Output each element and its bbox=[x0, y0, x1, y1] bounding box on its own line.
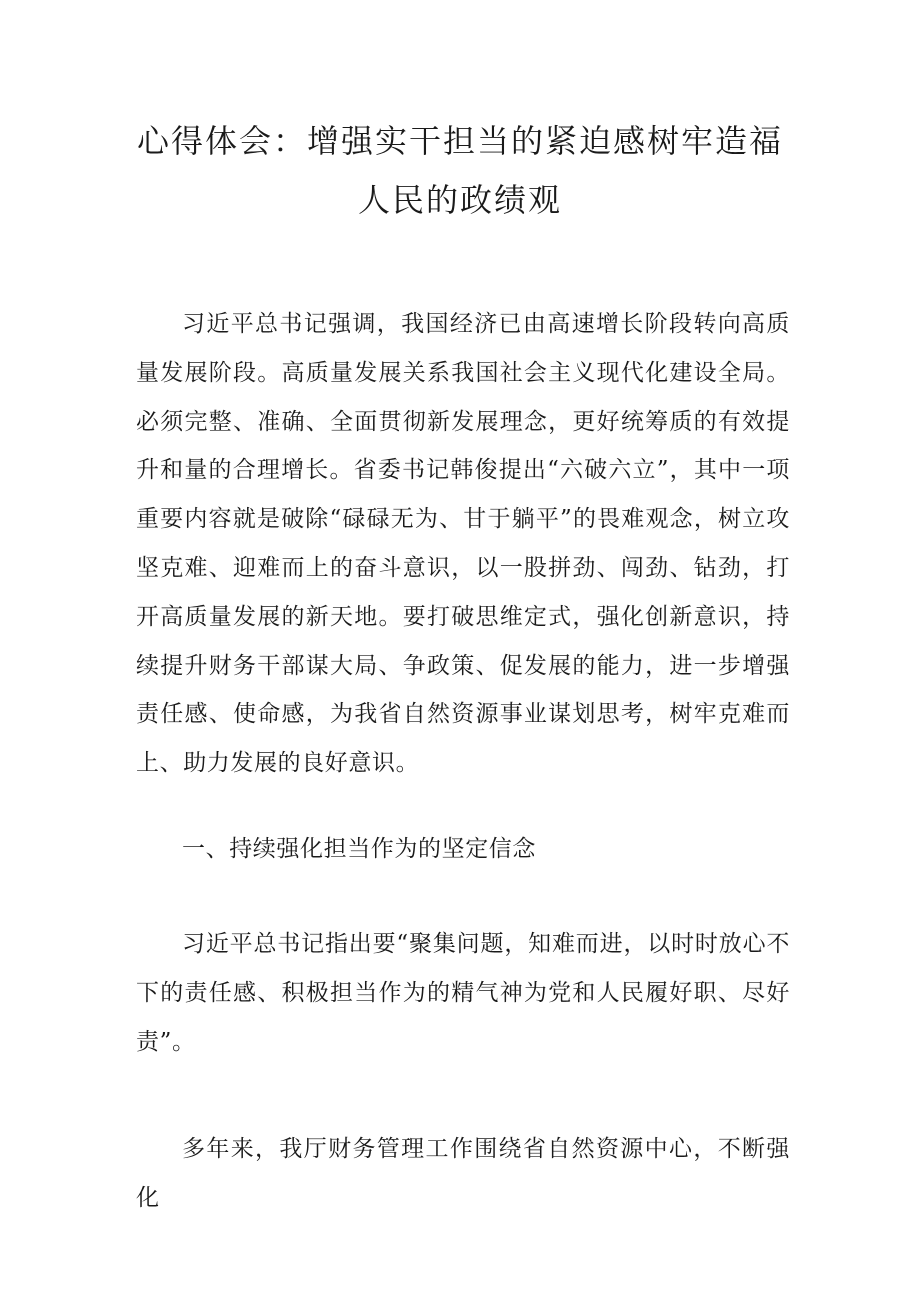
section-heading-1: 一、持续强化担当作为的坚定信念 bbox=[182, 836, 536, 862]
body-paragraph: 多年来，我厅财务管理工作围绕省自然资源中心，不断强化 bbox=[136, 1136, 790, 1211]
intro-paragraph: 习近平总书记强调，我国经济已由高速增长阶段转向高质量发展阶段。高质量发展关系我国社会主义现代化建设全局。必须完整、准确、全面贯彻新发展理念，更好统筹质的有效提升和量的合理增长。省委书记韩俊提出“六破六立”，其中一项重要内容就是破除“碌碌无为、甘于躺平”的畏难观念，树立攻坚克难、迎难而上的奋斗意识，以一股拼劲、闯劲、钻劲，打开高质量发展的新天地。要打破思维定式，强化创新意识，持续提升财务干部谋大局、争政策、促发展的能力，进一步增强责任感、使命感，为我省自然资源事业谋划思考，树牢克难而上、助力发展的良好意识。 bbox=[136, 311, 790, 777]
quote-paragraph: 习近平总书记指出要“聚集问题，知难而进，以时时放心不下的责任感、积极担当作为的精气神为党和人民履好职、尽好责”。 bbox=[136, 931, 790, 1055]
document-title-line-1: 心得体会：增强实干担当的紧迫感树牢造福 bbox=[136, 122, 783, 160]
document-title-line-2: 人民的政绩观 bbox=[357, 181, 562, 219]
